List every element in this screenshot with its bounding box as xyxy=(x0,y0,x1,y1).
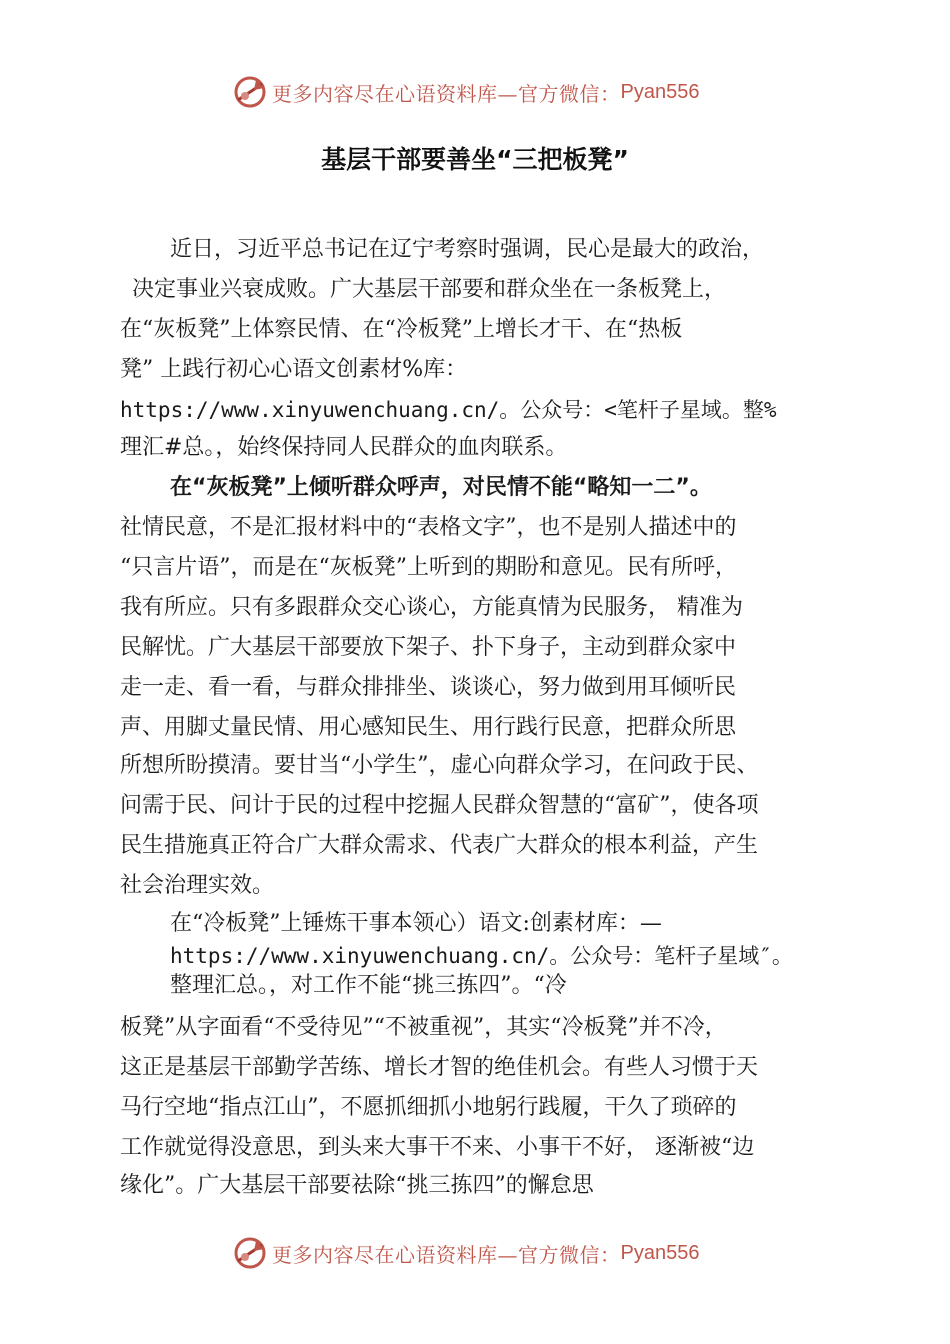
text-line: 板凳”从字面看“不受待见”“不被重视”，其实“冷板凳”并不冷， xyxy=(120,1015,727,1040)
text-line: 这正是基层干部勤学苦练、增长才智的绝佳机会。有些人习惯于天 xyxy=(120,1055,759,1080)
text-line: 社会治理实效。 xyxy=(120,873,275,898)
banner-wechat-id: Pyan556 xyxy=(620,1241,700,1264)
text-line: https://www.xinyuwenchuang.cn/。公众号：笔杆子星域″。 xyxy=(170,944,793,968)
text-line: 民生措施真正符合广大群众需求、代表广大群众的根本利益，产生 xyxy=(120,833,759,858)
text-line: 声、用脚丈量民情、用心感知民生、用行践行民意，把群众所思 xyxy=(120,715,737,740)
text-line: 整理汇总。，对工作不能“挑三拣四”。“冷 xyxy=(170,973,567,998)
text-line: 社情民意，不是汇报材料中的“表格文字”，也不是别人描述中的 xyxy=(120,515,737,540)
section-heading: 在“冷板凳”上锤炼干事本领心）语文:创素材库：— xyxy=(170,911,662,936)
text-line: 走一走、看一看，与群众排排坐、谈谈心，努力做到用耳倾听民 xyxy=(120,675,737,700)
banner-text: 更多内容尽在心语资料库—官方微信： xyxy=(272,81,621,106)
text-line: 问需于民、问计于民的过程中挖掘人民群众智慧的“富矿”，使各项 xyxy=(120,793,759,818)
header-banner xyxy=(232,72,752,112)
text-line: 在“灰板凳”上体察民情、在“冷板凳”上增长才干、在“热板 xyxy=(120,317,683,342)
text-line: 缘化”。广大基层干部要祛除“挑三拣四”的懈怠思 xyxy=(120,1173,594,1198)
text-line: “只言片语”，而是在“灰板凳”上听到的期盼和意见。民有所呼， xyxy=(120,555,737,580)
text-line: https://www.xinyuwenchuang.cn/。公众号：<笔杆子星域。整% xyxy=(120,398,777,422)
logo-icon xyxy=(232,1235,268,1271)
text-line: 我有所应。只有多跟群众交心谈心，方能真情为民服务， 精准为 xyxy=(120,595,743,620)
logo-icon xyxy=(232,74,268,110)
text-line: 工作就觉得没意思，到头来大事干不来、小事干不好， 逐渐被“边 xyxy=(120,1135,755,1160)
section-heading: 在“灰板凳”上倾听群众呼声，对民情不能“略知一二”。 xyxy=(170,475,712,500)
footer-banner xyxy=(232,1233,752,1273)
text-line: 决定事业兴衰成败。广大基层干部要和群众坐在一条板凳上， xyxy=(132,277,727,302)
text-line: 凳” 上践行初心心语文创素材%库： xyxy=(120,357,468,382)
text-line: 理汇#总。，始终保持同人民群众的血肉联系。 xyxy=(120,435,568,460)
banner-text: 更多内容尽在心语资料库—官方微信： xyxy=(272,1242,621,1267)
page-title: 基层干部要善坐“三把板凳” xyxy=(321,145,629,174)
text-line: 所想所盼摸清。要甘当“小学生”，虚心向群众学习，在问政于民、 xyxy=(120,753,759,778)
text-line: 马行空地“指点江山”，不愿抓细抓小地躬行践履，干久了琐碎的 xyxy=(120,1095,737,1120)
banner-wechat-id: Pyan556 xyxy=(620,80,700,103)
text-line: 近日，习近平总书记在辽宁考察时强调，民心是最大的政治， xyxy=(170,237,765,262)
text-line: 民解忧。广大基层干部要放下架子、扑下身子，主动到群众家中 xyxy=(120,635,737,660)
